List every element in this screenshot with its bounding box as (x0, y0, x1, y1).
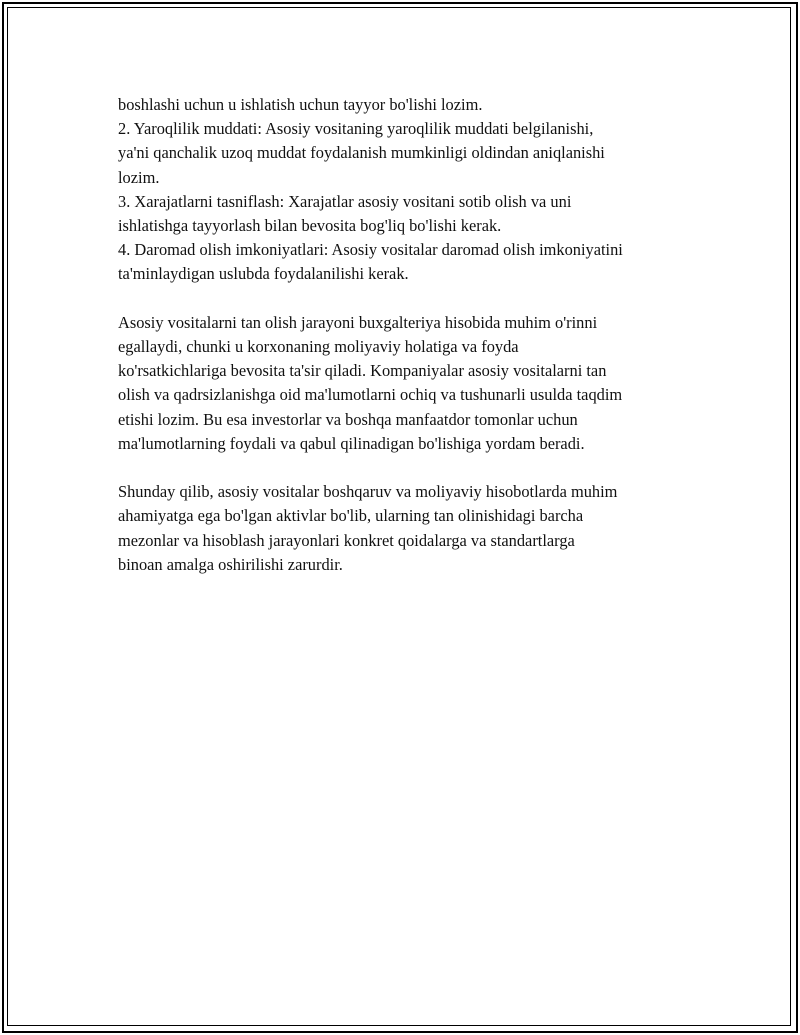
document-body (118, 93, 693, 577)
paragraph-conclusion (118, 480, 693, 577)
text-line: binoan amalga oshirilishi zarurdir. (118, 554, 343, 574)
paragraph-criteria-list (118, 93, 693, 287)
text-line: ahamiyatga ega bo'lgan aktivlar bo'lib, ularning tan olinishidagi barcha (118, 506, 584, 526)
text-line: 4. Daromad olish imkoniyatlari: Asosiy vositalar daromad olish imkoniyatini (118, 240, 623, 260)
text-line: mezonlar va hisoblash jarayonlari konkret qoidalarga va standartlarga (118, 530, 575, 550)
text-line: egallaydi, chunki u korxonaning moliyaviy holatiga va foyda (118, 337, 519, 357)
text-line: 2. Yaroqlilik muddati: Asosiy vositaning yaroqlilik muddati belgilanishi, (118, 119, 594, 139)
text-line: Asosiy vositalarni tan olish jarayoni buxgalteriya hisobida muhim o'rinni (118, 312, 598, 332)
text-line: ishlatishga tayyorlash bilan bevosita bog'liq bo'lishi kerak. (118, 216, 502, 236)
text-line: ta'minlaydigan uslubda foydalanilishi kerak. (118, 264, 409, 284)
text-line: ko'rsatkichlariga bevosita ta'sir qiladi. Kompaniyalar asosiy vositalarni tan (118, 361, 607, 381)
paragraph-spacer (118, 456, 693, 480)
text-line: lozim. (118, 167, 160, 187)
text-line: boshlashi uchun u ishlatish uchun tayyor bo'lishi lozim. (118, 95, 483, 114)
paragraph-spacer (118, 287, 693, 311)
text-line: ya'ni qanchalik uzoq muddat foydalanish mumkinligi oldindan aniqlanishi (118, 143, 605, 163)
text-line: ma'lumotlarning foydali va qabul qilinadigan bo'lishiga yordam beradi. (118, 433, 585, 453)
paragraph-recognition-process (118, 311, 693, 456)
text-line: Shunday qilib, asosiy vositalar boshqaruv va moliyaviy hisobotlarda muhim (118, 482, 618, 502)
text-line: olish va qadrsizlanishga oid ma'lumotlarni ochiq va tushunarli usulda taqdim (118, 385, 623, 405)
text-line: etishi lozim. Bu esa investorlar va boshqa manfaatdor tomonlar uchun (118, 409, 578, 429)
text-line: 3. Xarajatlarni tasniflash: Xarajatlar asosiy vositani sotib olish va uni (118, 191, 572, 211)
